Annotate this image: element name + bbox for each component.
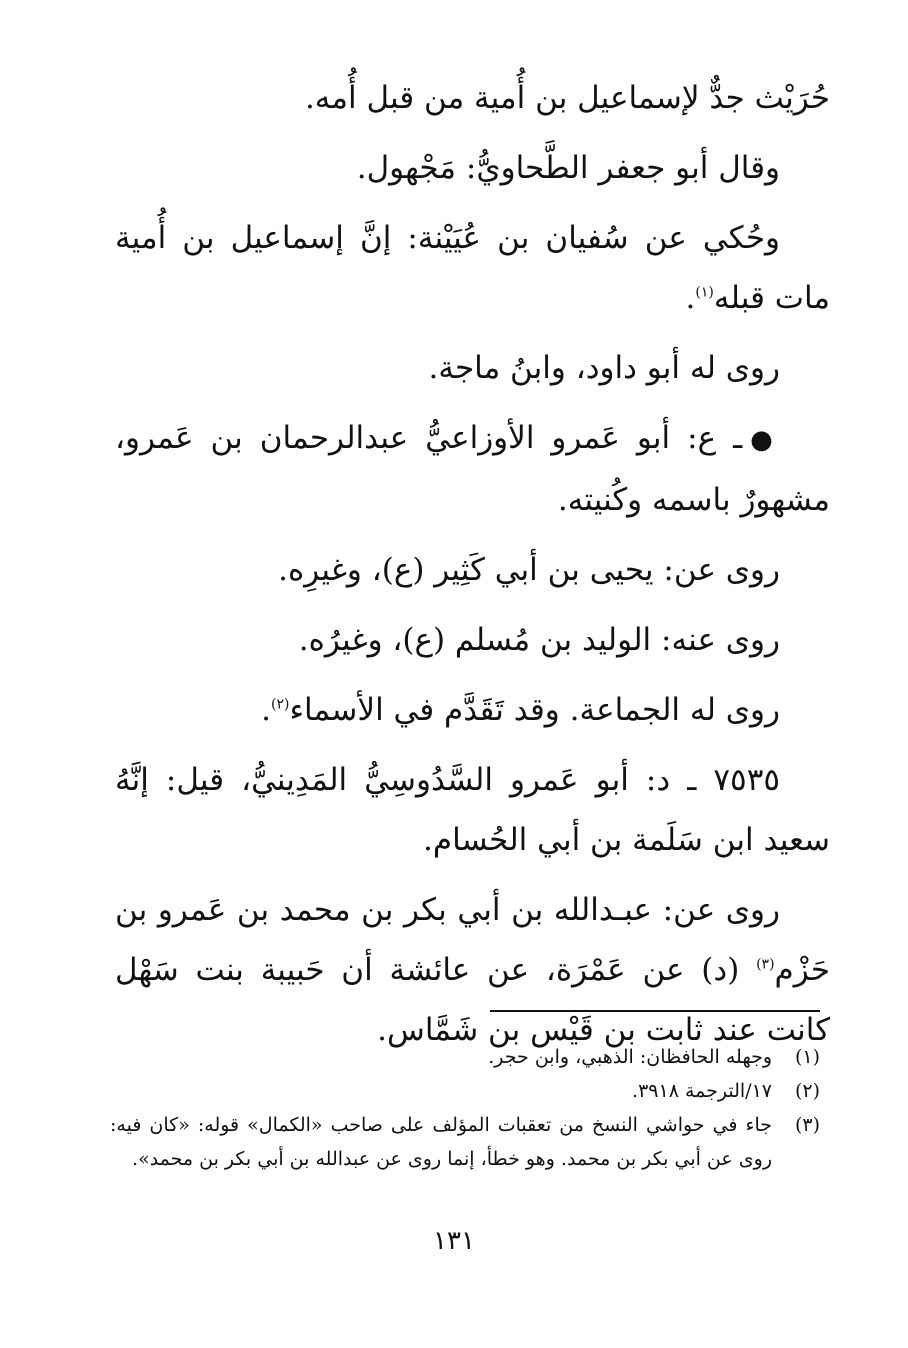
paragraph-10	[115, 880, 830, 1060]
paragraph-8-end: .	[261, 692, 272, 728]
paragraph-3-text: وحُكي عن سُفيان بن عُيَيْنة: إنَّ إسماعيل بن أُمية مات قبله	[115, 220, 830, 316]
paragraph-1: حُرَيْث جدٌّ لإسماعيل بن أُمية من قبل أُمه.	[304, 80, 830, 116]
footnote-2-number: (٢)	[794, 1080, 820, 1102]
footnote-1	[110, 1040, 820, 1074]
paragraph-5	[115, 408, 830, 530]
paragraph-8-text: روى له الجماعة. وقد تَقَدَّم في الأسماء	[289, 692, 780, 728]
paragraph-4: روى له أبو داود، وابنُ ماجة.	[428, 350, 780, 386]
paragraph-5-text: ـ ع: أبو عَمرو الأوزاعيُّ عبدالرحمان بن عَمرو، مشهورٌ باسمه وكُنيته.	[115, 420, 830, 518]
footnote-2-text: ١٧/الترجمة ٣٩١٨.	[632, 1080, 772, 1102]
paragraph-10-text-a: روى عن: عبـدالله بن أبي بكر بن محمد بن عَمرو بن حَزْم	[115, 892, 830, 988]
paragraph-3	[115, 208, 830, 328]
footnote-ref-1[interactable]: (١)	[695, 284, 714, 301]
footnote-1-text: وجهله الحافظان: الذهبي، وابن حجر.	[488, 1046, 772, 1068]
paragraph-6: روى عن: يحيى بن أبي كَثِير (ع)، وغيرِه.	[278, 552, 780, 588]
footnote-1-number: (١)	[794, 1046, 820, 1068]
footnotes	[110, 1040, 820, 1176]
footnote-2	[110, 1074, 820, 1108]
page-number: ١٣١	[433, 1226, 475, 1256]
paragraph-3-end: .	[685, 280, 696, 316]
footnote-3	[110, 1108, 820, 1176]
paragraph-7: روى عنه: الوليد بن مُسلم (ع)، وغيرُه.	[298, 622, 780, 658]
main-text	[115, 68, 830, 1060]
paragraph-9: ٧٥٣٥ ـ د: أبو عَمرو السَّدُوسِيُّ المَدِينيُّ، قيل: إنَّهُ سعيد ابن سَلَمة بن أبي الحُسام.	[115, 762, 830, 858]
paragraph-10-text-b: (د) عن عَمْرَة، عن عائشة أن حَبيبة بنت سَهْل كانت عند ثابت بن قَيْس بن شَمَّاس.	[115, 952, 830, 1048]
paragraph-8	[115, 680, 830, 740]
bullet-icon: ●	[750, 425, 780, 455]
footnote-ref-2[interactable]: (٢)	[271, 696, 290, 713]
footnote-separator	[490, 1010, 820, 1012]
footnote-ref-3[interactable]: (٣)	[756, 956, 775, 973]
footnote-3-text: جاء في حواشي النسخ من تعقبات المؤلف على صاحب «الكمال» قوله: «كان فيه: روى عن أبي بكر بن محمد. وهو خطأ، إنما روى عن عبدالله بن أبي بكر بن محمد».	[110, 1114, 772, 1170]
footnote-3-number: (٣)	[794, 1114, 820, 1136]
paragraph-2: وقال أبو جعفر الطَّحاويُّ: مَجْهول.	[356, 150, 780, 186]
